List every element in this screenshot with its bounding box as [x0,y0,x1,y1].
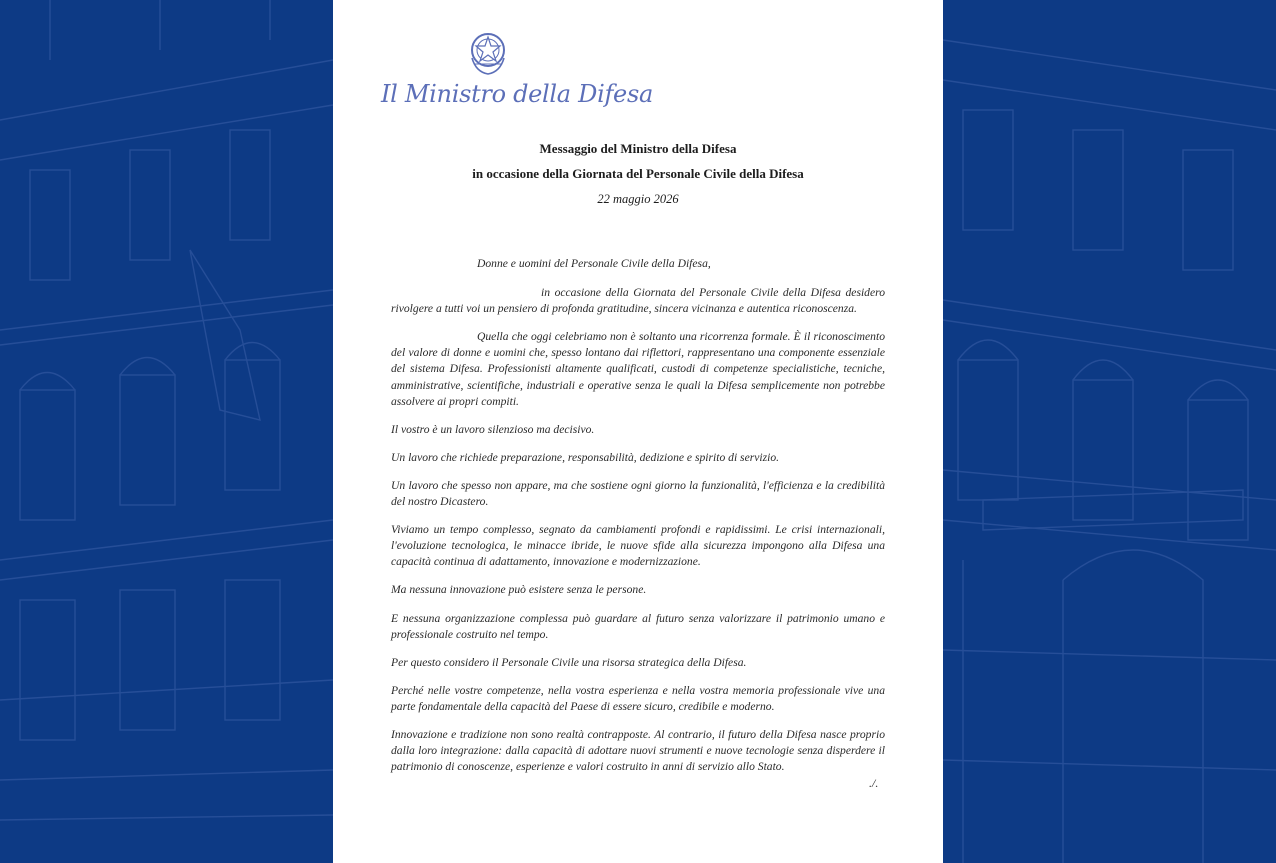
continuation-mark: ./. [869,776,879,790]
background-building-left [0,0,333,863]
message-subtitle: in occasione della Giornata del Personale Civile della Difesa [472,166,804,181]
paragraph: Innovazione e tradizione non sono realtà contrapposte. Al contrario, il futuro della Difesa nasce proprio dalla loro integrazione: dalla capacità di adottare nuovi strumenti e nuove tecnologie senza disperdere il patrimonio di conoscenze, esperienze e valori costruito in anni di servizio allo Stato. [391,727,885,774]
letter-page [333,0,943,863]
paragraph: E nessuna organizzazione complessa può guardare al futuro senza valorizzare il patrimonio umano e professionale costruito nel tempo. [391,611,885,641]
paragraph: Il vostro è un lavoro silenzioso ma decisivo. [391,422,595,436]
salutation: Donne e uomini del Personale Civile della Difesa, [477,257,711,270]
paragraph: Un lavoro che spesso non appare, ma che sostiene ogni giorno la funzionalità, l'efficienza e la credibilità del nostro Dicastero. [391,478,885,509]
building-sketch-illustration [943,0,1276,863]
ministry-logo-text: Il Ministro della Difesa [381,80,653,108]
paragraph: Viviamo un tempo complesso, segnato da cambiamenti profondi e rapidissimi. Le crisi internazionali, l'evoluzione tecnologica, le minacce ibride, le nuove sfide alla sicurezza impongono alla Difesa una capacità continua di adattamento, innovazione e modernizzazione. [391,523,885,569]
message-date: 22 maggio 2026 [597,192,679,206]
letter-body [391,256,885,787]
message-title: Messaggio del Ministro della Difesa [539,141,737,156]
paragraph: Quella che oggi celebriamo non è soltanto una ricorrenza formale. È il riconoscimento del valore di donne e uomini che, spesso lontano dai riflettori, rappresentano una componente essenziale del sistema Difesa. Professionisti altamente qualificati, custodi di competenze specialistiche, tecniche, amministrative, scientifiche, industriali e operative senza le quali la Difesa semplicemente non potrebbe assolvere ai propri compiti. [391,330,885,408]
paragraph: Perché nelle vostre competenze, nella vostra esperienza e nella vostra memoria professionale vive una parte fondamentale della capacità del Paese di essere sicuro, credibile e moderno. [391,683,885,713]
building-sketch-illustration [0,0,333,863]
paragraph: Per questo considero il Personale Civile una risorsa strategica della Difesa. [391,655,747,669]
italian-republic-emblem-icon [466,30,510,76]
background-building-right [943,0,1276,863]
paragraph: Ma nessuna innovazione può esistere senza le persone. [391,583,647,597]
paragraph: in occasione della Giornata del Personale Civile della Difesa desidero rivolgere a tutti voi un pensiero di profonda gratitudine, sincera vicinanza e autentica riconoscenza. [391,286,885,316]
paragraph: Un lavoro che richiede preparazione, responsabilità, dedizione e spirito di servizio. [391,450,780,464]
